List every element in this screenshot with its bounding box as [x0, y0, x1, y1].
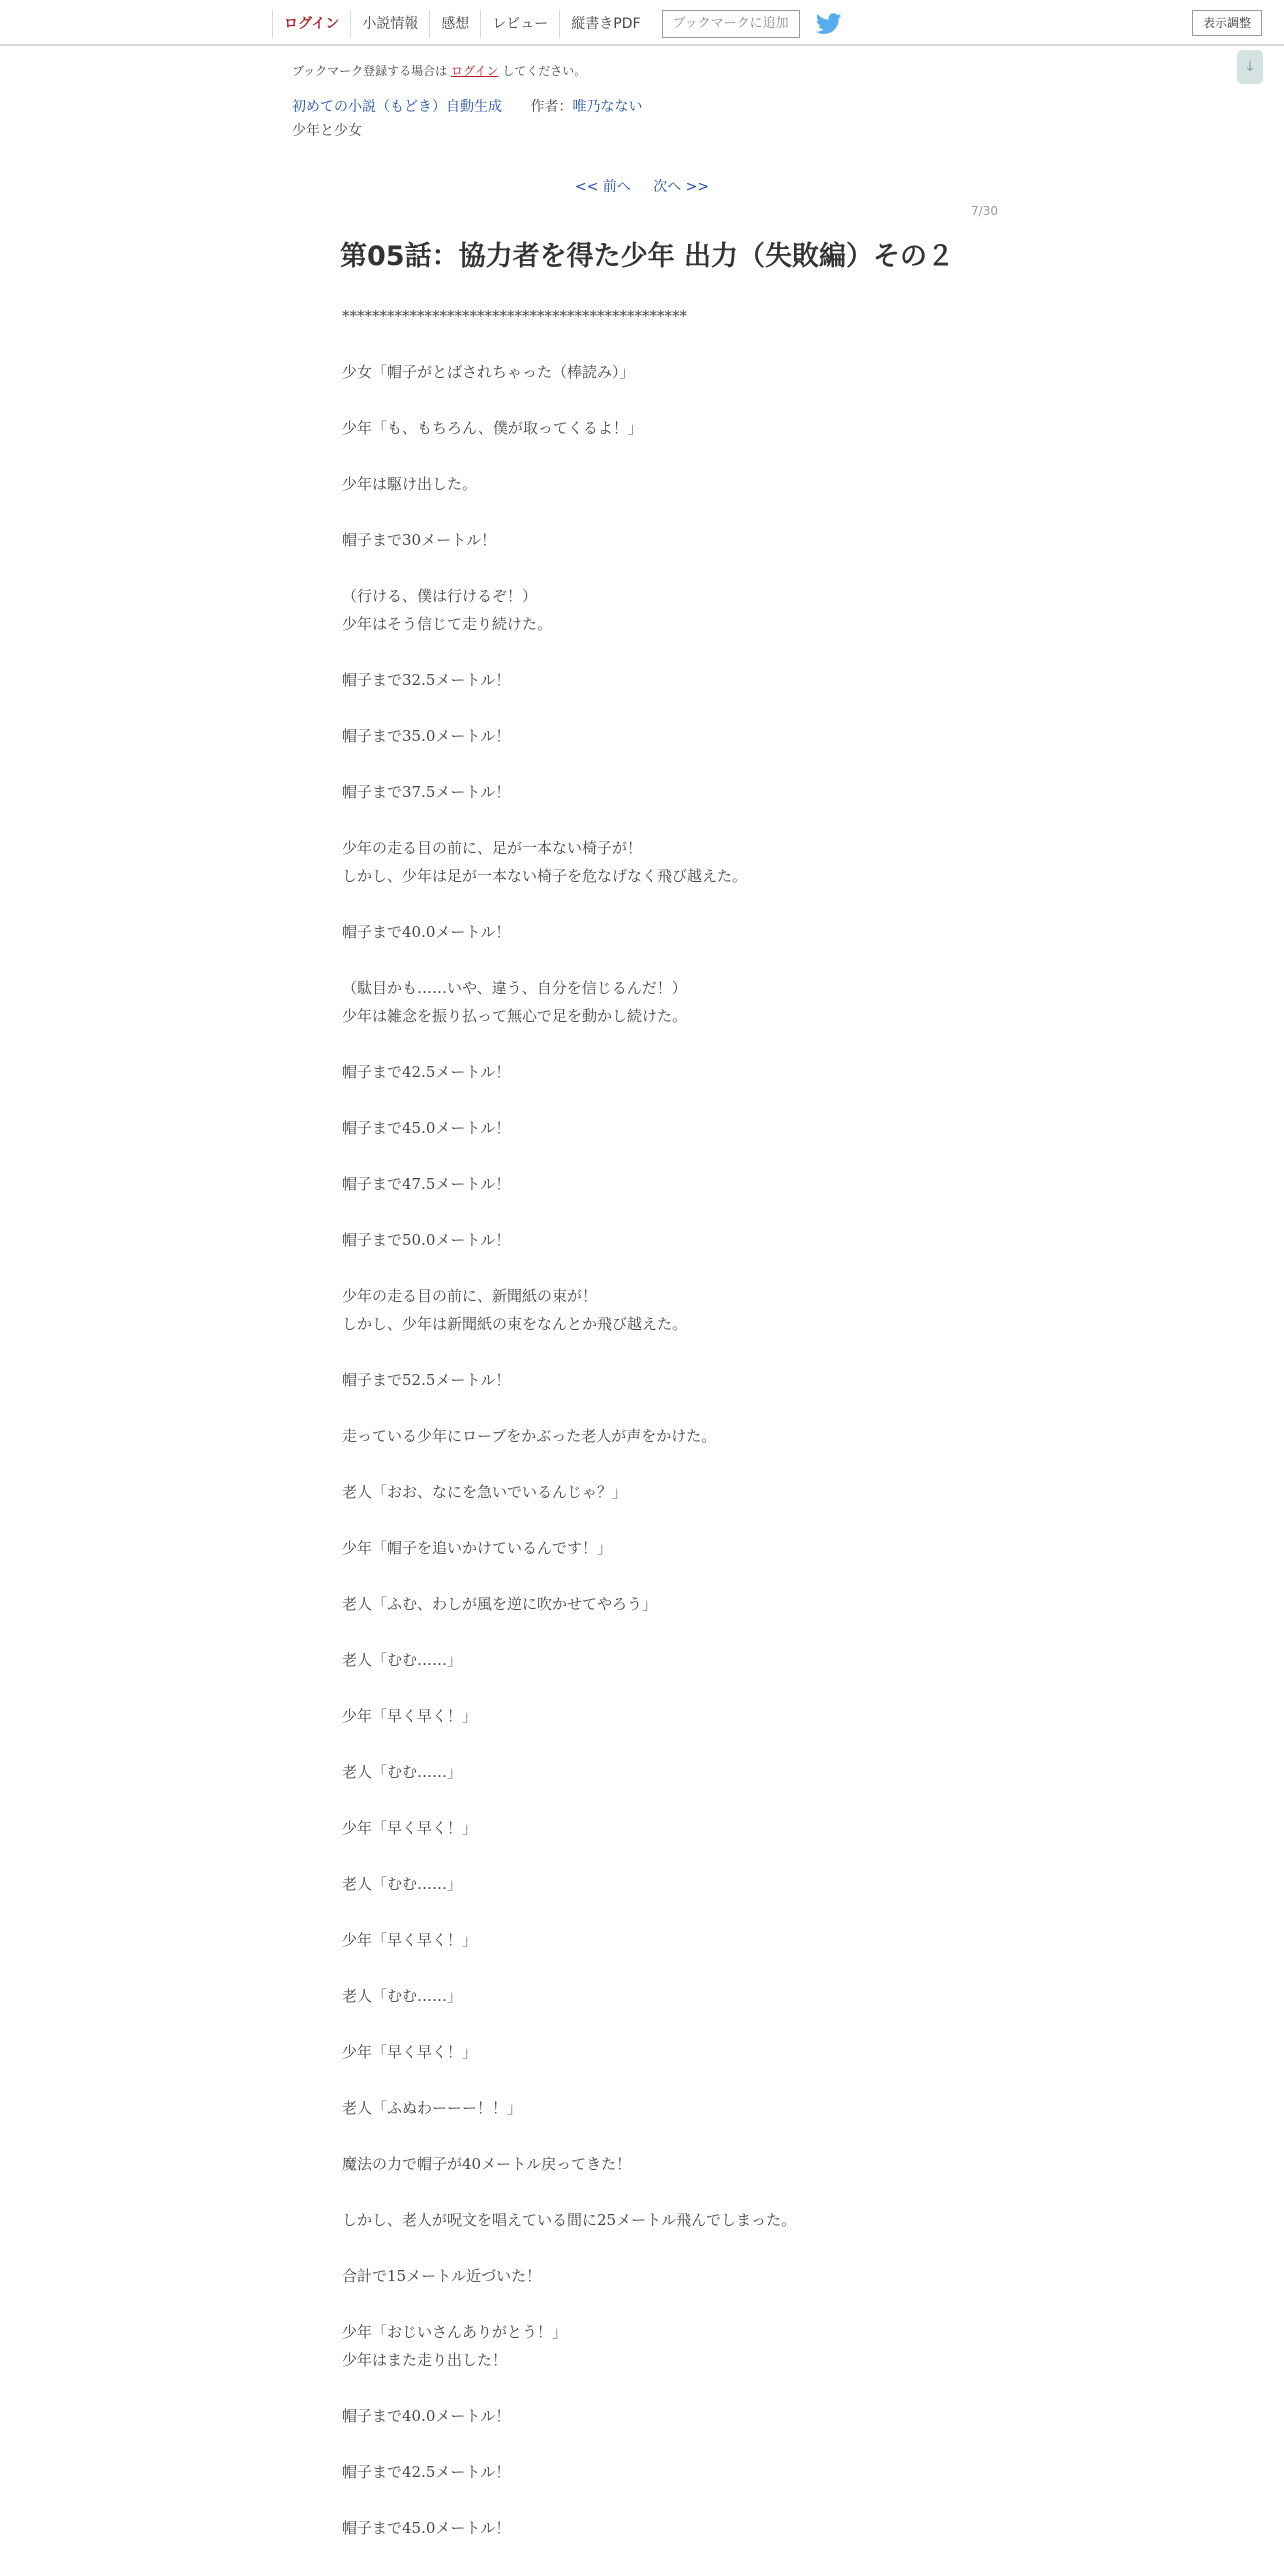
paragraph	[342, 974, 1022, 1030]
paragraph-line: 帽子まで40.0メートル！	[342, 2407, 511, 2425]
paragraph-line: 少年は雑念を振り払って無心で足を動かし続けた。	[342, 1007, 688, 1025]
paragraph-line: 少年は駆け出した。	[342, 475, 478, 493]
nav-vertical-pdf[interactable]: 縦書きPDF	[559, 10, 651, 38]
paragraph	[342, 2038, 1022, 2066]
header-bar	[0, 0, 1284, 46]
paragraph	[342, 1422, 1022, 1450]
paragraph-line: （行ける、僕は行けるぞ！）	[342, 587, 538, 605]
paragraph	[342, 2458, 1022, 2486]
paragraph	[342, 722, 1022, 750]
paragraph-line: しかし、少年は足が一本ない椅子を危なげなく飛び越えた。	[342, 867, 748, 885]
nav-impressions[interactable]: 感想	[429, 10, 480, 38]
paragraph	[342, 1870, 1022, 1898]
paragraph-line: 少年「おじいさんありがとう！」	[342, 2323, 568, 2341]
paragraph	[342, 1702, 1022, 1730]
paragraph	[342, 2262, 1022, 2290]
paragraph-line: 少年の走る目の前に、新聞紙の束が！	[342, 1287, 598, 1305]
paragraph-line: 合計で15メートル近づいた！	[342, 2267, 542, 2285]
paragraph-line: 少年「早く早く！」	[342, 1931, 478, 1949]
paragraph	[342, 1478, 1022, 1506]
novel-title-link[interactable]: 初めての小説（もどき）自動生成	[292, 99, 502, 115]
paragraph-line: 少年「帽子を追いかけているんです！」	[342, 1539, 613, 1557]
page-number: 7/30	[971, 204, 998, 218]
paragraph-line: **********************************************	[342, 307, 687, 325]
paragraph	[342, 666, 1022, 694]
novel-meta	[292, 96, 642, 116]
paragraph	[342, 2318, 1022, 2374]
scroll-down-button[interactable]: ↓	[1237, 50, 1263, 84]
paragraph-line: 帽子まで47.5メートル！	[342, 1175, 511, 1193]
paragraph-line: 老人「むむ……」	[342, 1987, 463, 2005]
add-bookmark-button[interactable]: ブックマークに追加	[662, 10, 800, 38]
paragraph	[342, 2206, 1022, 2234]
nav-login[interactable]: ログイン	[272, 10, 350, 38]
novel-body	[342, 302, 1022, 2570]
nav-novel-info[interactable]: 小説情報	[350, 10, 429, 38]
paragraph	[342, 1534, 1022, 1562]
paragraph-line: 老人「むむ……」	[342, 1763, 463, 1781]
paragraph	[342, 526, 1022, 554]
chapter-title: 第05話：協力者を得た少年 出力（失敗編）その２	[340, 241, 954, 272]
paragraph-line: 老人「おお、なにを急いでいるんじゃ？」	[342, 1483, 628, 1501]
paragraph-line: 少年「早く早く！」	[342, 1707, 478, 1725]
paragraph-line: 老人「むむ……」	[342, 1875, 463, 1893]
paragraph	[342, 834, 1022, 890]
pager	[0, 176, 1284, 196]
paragraph-line: 帽子まで45.0メートル！	[342, 2519, 511, 2537]
paragraph-line: しかし、少年は新聞紙の束をなんとか飛び越えた。	[342, 1315, 688, 1333]
paragraph	[342, 1590, 1022, 1618]
author-label: 作者：	[530, 99, 573, 115]
author-link[interactable]: 唯乃なない	[572, 99, 643, 115]
paragraph	[342, 2514, 1022, 2542]
paragraph-line: 帽子まで42.5メートル！	[342, 1063, 511, 1081]
paragraph	[342, 1814, 1022, 1842]
paragraph-line: 帽子まで35.0メートル！	[342, 727, 511, 745]
paragraph	[342, 1926, 1022, 1954]
paragraph-line: 帽子まで40.0メートル！	[342, 923, 511, 941]
paragraph	[342, 2402, 1022, 2430]
paragraph-line: 帽子まで32.5メートル！	[342, 671, 511, 689]
notice-prefix: ブックマーク登録する場合は	[292, 64, 448, 78]
paragraph	[342, 470, 1022, 498]
paragraph-line: 少年「早く早く！」	[342, 2043, 478, 2061]
paragraph	[342, 358, 1022, 386]
paragraph-line: 少年はそう信じて走り続けた。	[342, 615, 553, 633]
paragraph-line: 走っている少年にローブをかぶった老人が声をかけた。	[342, 1427, 717, 1445]
paragraph	[342, 2150, 1022, 2178]
paragraph-line: 少年「早く早く！」	[342, 1819, 478, 1837]
paragraph	[342, 1366, 1022, 1394]
paragraph	[342, 1758, 1022, 1786]
paragraph	[342, 302, 1022, 330]
paragraph-line: 老人「ふむ、わしが風を逆に吹かせてやろう」	[342, 1595, 658, 1613]
paragraph-line: 老人「ふぬわーーー！！」	[342, 2099, 523, 2117]
paragraph	[342, 1226, 1022, 1254]
paragraph-line: 帽子まで37.5メートル！	[342, 783, 511, 801]
paragraph-line: 帽子まで30メートル！	[342, 531, 497, 549]
paragraph-line: （駄目かも……いや、違う、自分を信じるんだ！）	[342, 979, 687, 997]
paragraph	[342, 1646, 1022, 1674]
paragraph-line: 帽子まで52.5メートル！	[342, 1371, 511, 1389]
paragraph	[342, 1282, 1022, 1338]
paragraph	[342, 1058, 1022, 1086]
main-nav	[272, 10, 842, 38]
notice-login-link[interactable]: ログイン	[451, 64, 499, 78]
paragraph	[342, 778, 1022, 806]
notice-suffix: してください。	[502, 64, 587, 78]
paragraph-line: 帽子まで45.0メートル！	[342, 1119, 511, 1137]
paragraph	[342, 1114, 1022, 1142]
display-settings-button[interactable]: 表示調整	[1192, 10, 1262, 36]
paragraph-line: 帽子まで42.5メートル！	[342, 2463, 511, 2481]
paragraph-line: 少年「も、もちろん、僕が取ってくるよ！」	[342, 419, 643, 437]
paragraph-line: 少年はまた走り出した！	[342, 2351, 508, 2369]
next-page-link[interactable]: 次へ >>	[653, 179, 710, 195]
paragraph	[342, 1982, 1022, 2010]
twitter-icon[interactable]	[816, 13, 842, 35]
nav-review[interactable]: レビュー	[480, 10, 559, 38]
paragraph	[342, 2094, 1022, 2122]
paragraph	[342, 414, 1022, 442]
paragraph	[342, 582, 1022, 638]
paragraph-line: 魔法の力で帽子が40メートル戻ってきた！	[342, 2155, 632, 2173]
paragraph	[342, 918, 1022, 946]
series-subtitle: 少年と少女	[292, 123, 362, 139]
paragraph-line: 帽子まで50.0メートル！	[342, 1231, 511, 1249]
paragraph-line: 老人「むむ……」	[342, 1651, 463, 1669]
prev-page-link[interactable]: << 前へ	[574, 179, 631, 195]
paragraph-line: 少年の走る目の前に、足が一本ない椅子が！	[342, 839, 643, 857]
paragraph	[342, 1170, 1022, 1198]
bookmark-notice	[292, 62, 586, 79]
paragraph-line: 少女「帽子がとばされちゃった（棒読み）」	[342, 363, 635, 381]
paragraph-line: しかし、老人が呪文を唱えている間に25メートル飛んでしまった。	[342, 2211, 797, 2229]
